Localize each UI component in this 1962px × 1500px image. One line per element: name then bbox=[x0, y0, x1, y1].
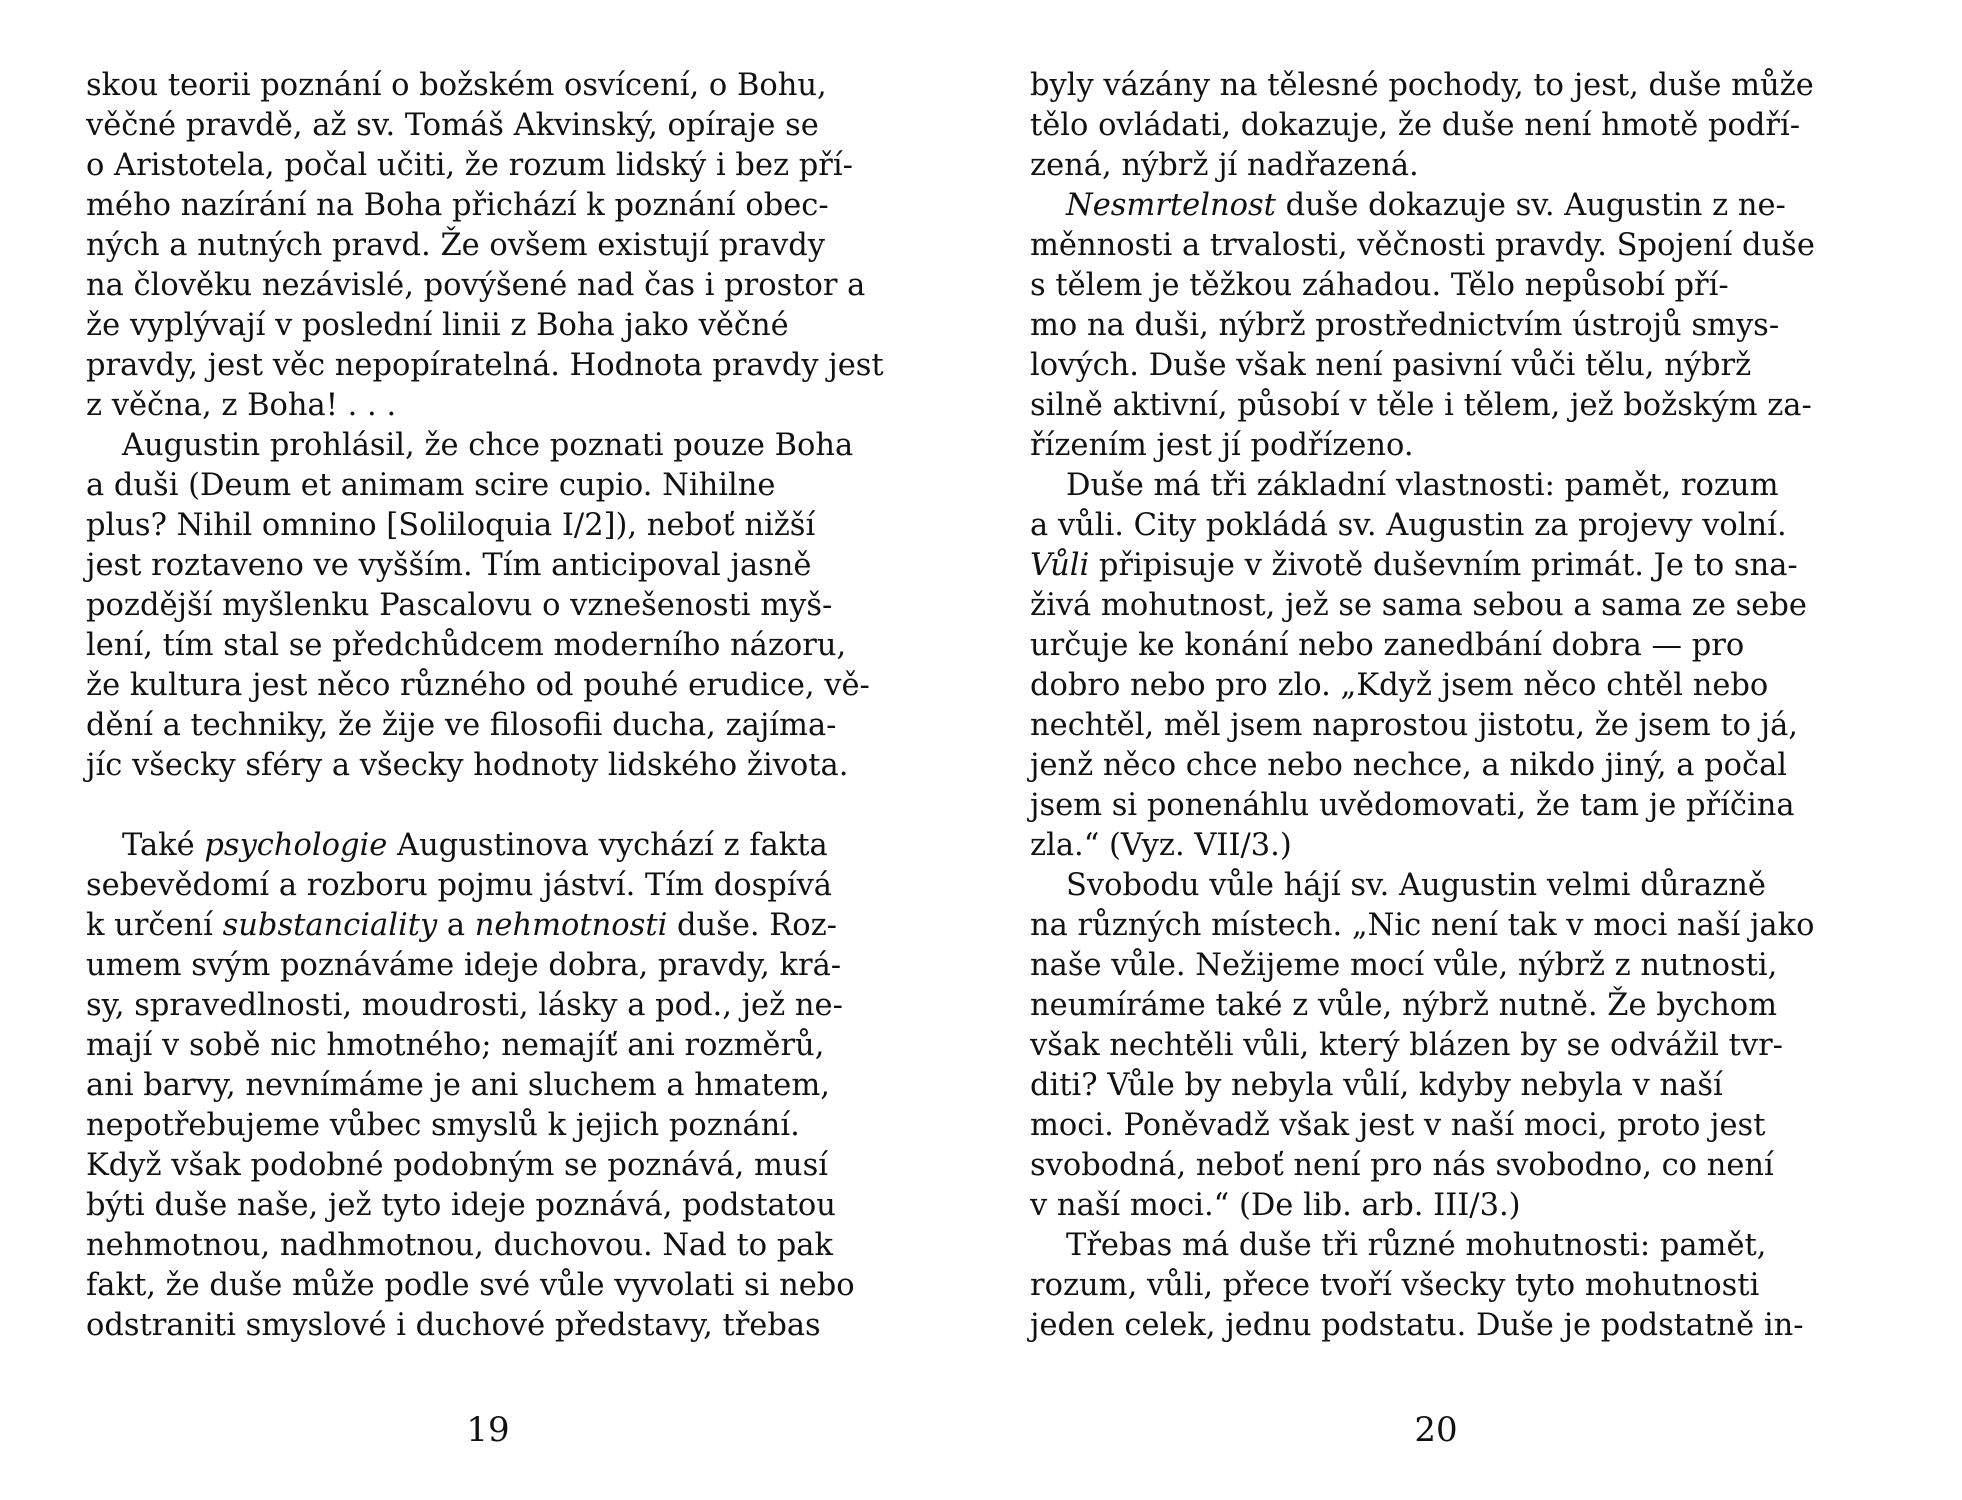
text-line: umem svým poznáváme ideje dobra, pravdy, krá- bbox=[86, 948, 842, 983]
text-line: o Aristotela, počal učiti, že rozum lidský i bez pří- bbox=[86, 148, 853, 183]
text-line: rozum, vůli, přece tvoří všecky tyto mohutnosti bbox=[1030, 1268, 1760, 1303]
text-line: ných a nutných pravd. Že ovšem existují pravdy bbox=[86, 228, 826, 263]
text-line: sebevědomí a rozboru pojmu jáství. Tím dospívá bbox=[86, 868, 832, 903]
text-line: býti duše naše, jež tyto ideje poznává, podstatou bbox=[86, 1188, 836, 1223]
text-line: a duši (Deum et animam scire cupio. Nihilne bbox=[86, 468, 776, 503]
text-line: diti? Vůle by nebyla vůlí, kdyby nebyla v naší bbox=[1030, 1068, 1723, 1103]
text-line: k určení substanciality a nehmotnosti duše. Roz- bbox=[86, 908, 837, 943]
text-line: Když však podobné podobným se poznává, musí bbox=[86, 1148, 828, 1183]
text-line: mého nazírání na Boha přichází k poznání obec- bbox=[86, 188, 829, 223]
text-line: jenž něco chce nebo nechce, a nikdo jiný, a počal bbox=[1030, 748, 1788, 783]
left-page-text bbox=[86, 66, 884, 1346]
text-line: v naší moci.“ (De lib. arb. III/3.) bbox=[1030, 1188, 1521, 1223]
text-line: že vyplývají v poslední linii z Boha jako věčné bbox=[86, 308, 789, 343]
text-line: neumíráme také z vůle, nýbrž nutně. Že bychom bbox=[1030, 988, 1778, 1023]
text-line: s tělem je těžkou záhadou. Tělo nepůsobí pří- bbox=[1030, 268, 1729, 303]
page-number-right: 20 bbox=[1414, 1410, 1458, 1450]
text-line: Nesmrtelnost duše dokazuje sv. Augustin z ne- bbox=[1066, 188, 1786, 223]
text-line: určuje ke konání nebo zanedbání dobra — pro bbox=[1030, 628, 1745, 663]
right-page-text bbox=[1030, 66, 1815, 1346]
text-line: nepotřebujeme vůbec smyslů k jejich poznání. bbox=[86, 1108, 800, 1143]
text-line: však nechtěli vůli, který blázen by se odvážil tvr- bbox=[1030, 1028, 1783, 1063]
text-line: tělo ovládati, dokazuje, že duše není hmotě podří- bbox=[1030, 108, 1801, 143]
text-line: naše vůle. Nežijeme mocí vůle, nýbrž z nutnosti, bbox=[1030, 948, 1778, 983]
text-line: jsem si ponenáhlu uvědomovati, že tam je příčina bbox=[1030, 788, 1795, 823]
text-line: jíc všecky sféry a všecky hodnoty lidského života. bbox=[86, 748, 849, 783]
text-line: živá mohutnost, jež se sama sebou a sama ze sebe bbox=[1030, 588, 1807, 623]
page-number-left: 19 bbox=[466, 1410, 510, 1450]
text-line: pozdější myšlenku Pascalovu o vznešenosti myš- bbox=[86, 588, 833, 623]
text-line: jest roztaveno ve vyšším. Tím anticipoval jasně bbox=[86, 548, 812, 583]
text-line: mají v sobě nic hmotného; nemajíť ani rozměrů, bbox=[86, 1028, 825, 1063]
text-line: na různých místech. „Nic není tak v moci naší jako bbox=[1030, 908, 1815, 943]
text-line: měnnosti a trvalosti, věčnosti pravdy. Spojení duše bbox=[1030, 228, 1815, 263]
text-line: ani barvy, nevnímáme je ani sluchem a hmatem, bbox=[86, 1068, 830, 1103]
text-line: Vůli připisuje v životě duševním primát. Je to sna- bbox=[1030, 548, 1798, 583]
text-line: pravdy, jest věc nepopíratelná. Hodnota pravdy jest bbox=[86, 348, 884, 383]
text-line: z věčna, z Boha! . . . bbox=[86, 388, 397, 423]
text-line: jeden celek, jednu podstatu. Duše je podstatně in- bbox=[1030, 1308, 1804, 1343]
text-line: lení, tím stal se předchůdcem moderního názoru, bbox=[86, 628, 847, 663]
text-line: Duše má tři základní vlastnosti: pamět, rozum bbox=[1066, 468, 1779, 503]
text-line: silně aktivní, působí v těle i tělem, jež božským za- bbox=[1030, 388, 1812, 423]
text-line: zená, nýbrž jí nadřazená. bbox=[1030, 148, 1419, 183]
text-line: Třebas má duše tři různé mohutnosti: pamět, bbox=[1066, 1228, 1767, 1263]
text-line: sy, spravedlnosti, moudrosti, lásky a pod., jež ne- bbox=[86, 988, 843, 1023]
text-line: byly vázány na tělesné pochody, to jest, duše může bbox=[1030, 68, 1814, 103]
text-line: fakt, že duše může podle své vůle vyvolati si nebo bbox=[86, 1268, 855, 1303]
text-line: nehmotnou, nadhmotnou, duchovou. Nad to pak bbox=[86, 1228, 833, 1263]
text-line: skou teorii poznání o božském osvícení, o Bohu, bbox=[86, 68, 827, 103]
text-line: a vůli. City pokládá sv. Augustin za projevy volní. bbox=[1030, 508, 1787, 543]
text-line: odstraniti smyslové i duchové představy, třebas bbox=[86, 1308, 821, 1343]
text-line: věčné pravdě, až sv. Tomáš Akvinský, opíraje se bbox=[86, 108, 819, 143]
text-line: zla.“ (Vyz. VII/3.) bbox=[1030, 828, 1292, 863]
text-line: Svobodu vůle hájí sv. Augustin velmi důrazně bbox=[1066, 868, 1766, 903]
text-line: nechtěl, měl jsem naprostou jistotu, že jsem to já, bbox=[1030, 708, 1798, 743]
text-line: na člověku nezávislé, povýšené nad čas i prostor a bbox=[86, 268, 866, 303]
text-line: mo na duši, nýbrž prostřednictvím ústrojů smys- bbox=[1030, 308, 1780, 343]
text-line: svobodná, neboť není pro nás svobodno, co není bbox=[1030, 1148, 1774, 1183]
text-line: lových. Duše však není pasivní vůči tělu, nýbrž bbox=[1030, 348, 1752, 383]
text-line: dobro nebo pro zlo. „Když jsem něco chtěl nebo bbox=[1030, 668, 1769, 703]
text-line: moci. Poněvadž však jest v naší moci, proto jest bbox=[1030, 1108, 1766, 1143]
text-line: dění a techniky, že žije ve filosofii ducha, zajíma- bbox=[86, 708, 837, 743]
text-line: plus? Nihil omnino [Soliloquia I/2]), neboť nižší bbox=[86, 508, 816, 543]
text-line: že kultura jest něco různého od pouhé erudice, vě- bbox=[86, 668, 870, 703]
text-line: Také psychologie Augustinova vychází z fakta bbox=[122, 828, 828, 863]
text-line: Augustin prohlásil, že chce poznati pouze Boha bbox=[122, 428, 854, 463]
text-line: řízením jest jí podřízeno. bbox=[1030, 428, 1414, 463]
